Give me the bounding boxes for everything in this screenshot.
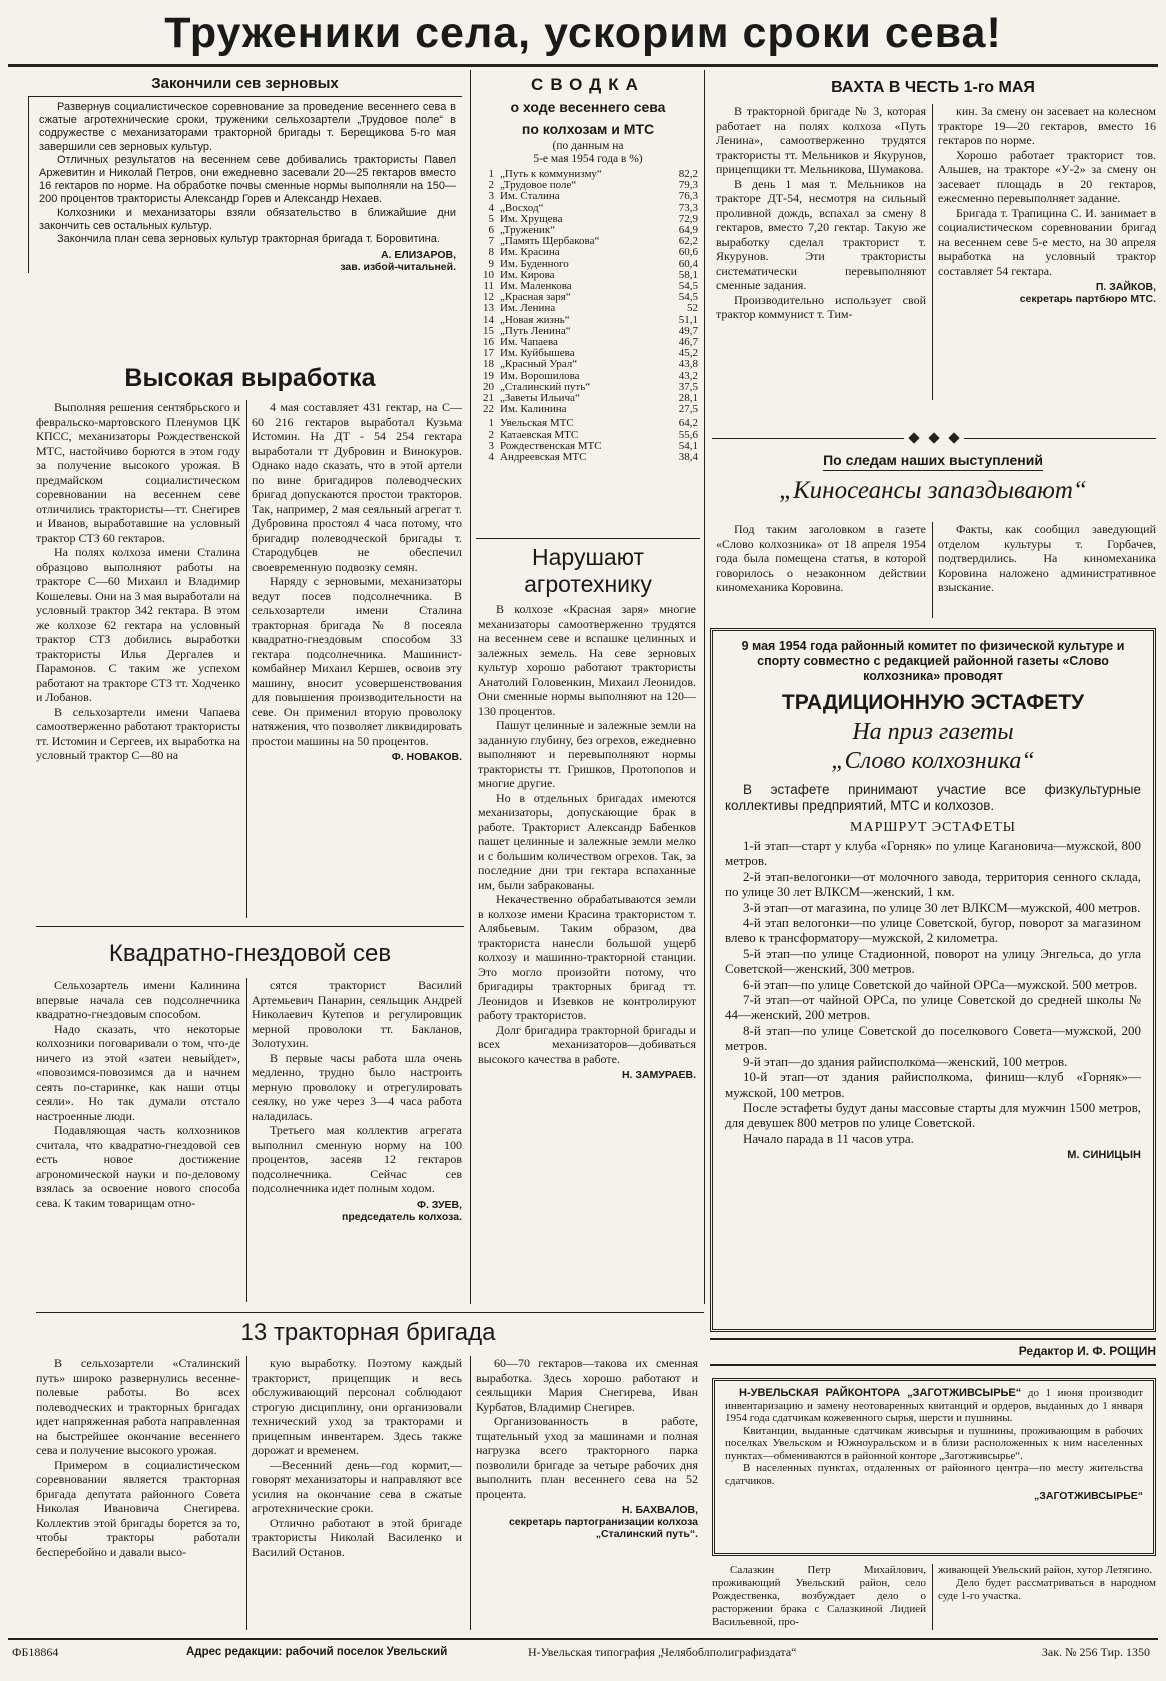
svodka-table	[478, 74, 698, 534]
estafeta-stage: 6-й этап—по улице Советской до чайной ОРСа—мужской. 500 метров.	[743, 976, 1138, 992]
paragraph: Некачественно обрабатываются земли в колхозе имени Красина трактористом т. Алябьевым. Таким образом, два тракториста нанесли большой ущерб колхозу и машинно-тракторной станции. Это могло произойти потому, что бригадиры тракторных бригад тт. Леонидов и Изевков не контролируют работу трактористов.	[478, 892, 696, 1022]
svodka-value: 54,5	[678, 291, 698, 304]
estafeta-stage: 10-й этап—от здания райисполкома, финиш—клуб «Горняк»—мужской, 100 метров.	[725, 1069, 1141, 1100]
signature-role: зав. избой-читальней.	[340, 261, 456, 274]
divorce-notice-col1	[712, 1564, 926, 1634]
svodka-row	[478, 169, 698, 180]
paragraph: сятся тракторист Василий Артемьевич Панарин, сеяльщик Андрей Николаевич Кутепов и регулировщик мерной проволоки тт. Бакланов, Золотухин.	[252, 978, 462, 1050]
paragraph: Развернув социалистическое соревнование за проведение весеннего сева в сжатые агротехнические сроки, труженики сельхозартели „Трудовое поле“ в содружестве с механизаторами тракторной бригады т. Берещикова 5-го мая завершили сев зерновых культур.	[39, 101, 456, 153]
svodka-row	[478, 393, 698, 404]
signature-role: председатель колхоза.	[342, 1210, 462, 1223]
footer-rule	[8, 1638, 1158, 1640]
svodka-value: 58,1	[678, 268, 698, 281]
article-kvadratno-title	[36, 938, 464, 972]
paragraph: Третьего мая коллектив агрегата выполнил сменную норму на 100 процентов, засеяв 12 гектаров подсолнечника. Сейчас сев подсолнечника идет полным ходом.	[252, 1123, 462, 1195]
svodka-value: 46,7	[678, 336, 698, 349]
svodka-row	[478, 292, 698, 303]
svodka-rank: 7	[488, 235, 494, 248]
svodka-value: 28,1	[678, 392, 698, 405]
svodka-name: Им. Буденного	[500, 258, 569, 270]
svodka-rank: 6	[488, 224, 494, 237]
estafeta-stages	[725, 838, 1141, 1146]
column-rule	[932, 522, 933, 618]
notice-text: Салазкин Петр Михайлович, проживающий Увельский район, село Рождественка, возбуждает дело о расторжении брака с Салазкиной Лидией Васильевной, про-	[712, 1564, 926, 1628]
svodka-row	[478, 452, 698, 463]
article-kinoseansy-col2	[938, 522, 1156, 622]
svodka-rank: 9	[488, 257, 494, 270]
article-title: Закончили сев зерновых	[151, 75, 339, 92]
estafeta-title: ТРАДИЦИОННУЮ ЭСТАФЕТУ	[781, 691, 1085, 714]
footer-code: ФБ18864	[12, 1645, 59, 1659]
svodka-rows	[478, 169, 698, 463]
paragraph: Наряду с зерновыми, механизаторы ведут посев подсолнечника. В сельхозартели имени Сталина тракторная бригада № 8 посеяла квадратно-гнездовым способом 33 гектара подсолнечника. Машинист-комбайнер Михаил Кершев, освоив эту машину, вносит усовершенствования для повышения производительности на севе. Он применил вторую проволоку натяжения, что позволяет ликвидировать простои машины на 50 процентов.	[252, 574, 462, 748]
svodka-row	[478, 203, 698, 214]
masthead-title: Труженики села, ускорим сроки сева!	[164, 9, 1002, 57]
paragraph: кую выработку. Поэтому каждый тракторист, прицепщик и весь обслуживающий персонал соблюдают строгую дисциплину, они организовали технический уход за тракторами и прицепным инвентарем. Здесь также дорожат и временем.	[252, 1356, 462, 1457]
svodka-name: Рождественская МТС	[500, 440, 602, 452]
svodka-value: 37,5	[678, 380, 698, 393]
svodka-rank: 2	[488, 428, 494, 441]
svodka-row	[478, 441, 698, 452]
paragraph: Пашут целинные и залежные земли на заданную глубину, без огрехов, ежедневно выполняют и перевыполняют нормы трактористы тт. Гришков, Протопопов и многие другие.	[478, 718, 696, 790]
footer	[8, 1642, 1158, 1664]
svodka-name: Им. Куйбышева	[500, 348, 575, 360]
estafeta-stage: 8-й этап—по улице Советской до поселкового Совета—мужской, 200 метров.	[725, 1022, 1141, 1054]
ad-lead: Н-УВЕЛЬСКАЯ РАЙКОНТОРА „ЗАГОТЖИВСЫРЬЕ“	[739, 1387, 1022, 1399]
svodka-value: 72,9	[678, 212, 698, 225]
signature: М. СИНИЦЫН	[1067, 1149, 1141, 1162]
svodka-row	[478, 326, 698, 337]
svodka-name: Им. Калинина	[500, 404, 567, 416]
svodka-rank: 10	[483, 268, 494, 281]
paragraph: На полях колхоза имени Сталина образцово выполняют работы на тракторе С—60 Михаил и Владимир Кошелевы. Они на 3 мая выработали на условный трактор 342 гектара. В этом же колхозе 62 гектара на условный трактор СТЗ добились выработки трактористы Илья Дергалев и Парамонов. С таким же успехом работают на тракторе СТЗ тт. Ходченко и Лобанов.	[36, 545, 240, 704]
svodka-row	[478, 191, 698, 202]
paragraph: В сельхозартели «Сталинский путь» широко развернулись весенне-полевые работы. Во всех полеводческих и тракторных бригадах идет напряженная работа направленная на быстрейшее окончание весеннего сева и получение высокого урожая.	[36, 1356, 240, 1457]
signature-name: Ф. ЗУЕВ,	[416, 1198, 462, 1211]
paragraph: Долг бригадира тракторной бригады и всех механизаторов—добиваться высокого качества в работе.	[478, 1022, 696, 1066]
paragraph: Под таким заголовком в газете «Слово колхозника» от 18 апреля 1954 года была помещена статья, в которой говорилось о незаконном действии киномеханика Коровина.	[716, 522, 926, 594]
paragraph: Примером в социалистическом соревновании является тракторная бригада депутата районного Совета Николая Ивановича Снегирева. Коллектив этой бригады борется за то, чтобы тракторы работали бесперебойно и давали высо-	[36, 1457, 240, 1559]
svodka-row	[478, 382, 698, 393]
svodka-value: 82,2	[678, 168, 698, 180]
column-rule	[246, 1356, 247, 1630]
estafeta-lead: В эстафете принимают участие все физкультурные коллективы предприятий, МТС и колхозов.	[725, 782, 1141, 813]
svodka-row	[478, 214, 698, 225]
svodka-value: 45,2	[678, 347, 698, 360]
article-title: Квадратно-гнездовой сев	[108, 940, 392, 967]
svodka-row	[478, 247, 698, 258]
svodka-rank: 13	[483, 302, 494, 315]
estafeta-stage: После эстафеты будут даны массовые старты для мужчин 1500 метров, для девушек 800 метров по улице Советской.	[725, 1099, 1141, 1131]
paragraph: 4 мая составляет 431 гектар, на С—60 216 гектаров выработал Кузьма Истомин. На ДТ - 54 254 гектара выработали тт Дубровин и Винокуров. Однако надо сказать, что в этой артели по вине бригадиров полеводческих бригад допускаются простои тракторов. Так, например, 2 мая сеяльный агрегат т. Дубровина простоял 4 часа потому, что бригадир полеводческой бригады т. Стародубцев не обеспечил своевременную подвозку семян.	[252, 400, 462, 574]
estafeta-stage: 5-й этап—по улице Стадионной, поворот на улицу Энгельса, до угла Советской—женский, 300 метров.	[725, 945, 1141, 977]
svodka-note: 5-е мая 1954 года в %)	[533, 153, 643, 165]
svodka-rank: 5	[488, 212, 494, 225]
paragraph: Отлично работают в этой бригаде трактористы Николай Василенко и Василий Останов.	[252, 1515, 462, 1559]
column-rule	[932, 104, 933, 400]
svodka-row	[478, 303, 698, 314]
paragraph: В сельхозартели имени Чапаева самоотверженно работают трактористы тт. Истомин и Сергеев, их выработка на условный трактор С—80 на	[36, 704, 240, 762]
svodka-row	[478, 270, 698, 281]
svodka-name: Им. Кирова	[500, 269, 555, 281]
svodka-name: „Трудовое поле“	[500, 180, 577, 192]
paragraph: В первые часы работа шла очень медленно, трудно было настроить мерную проволоку и отрегулировать сеялку, но уже через 3—4 часа работа наладилась.	[252, 1050, 462, 1123]
svodka-rank: 16	[483, 336, 494, 349]
article-title: Нарушают агротехнику	[524, 544, 652, 597]
svodka-rank: 18	[483, 358, 494, 371]
article-vahta-title	[710, 76, 1156, 102]
article-kvadratno-col1	[36, 978, 240, 1304]
footer-address: Адрес редакции: рабочий поселок Увельский	[186, 1646, 448, 1658]
svodka-rank: 1	[488, 417, 494, 430]
masthead-rule	[8, 64, 1158, 67]
svodka-value: 64,9	[678, 224, 698, 237]
svodka-rank: 3	[488, 439, 494, 452]
svodka-name: Увельская МТС	[500, 418, 574, 430]
svodka-row	[478, 180, 698, 191]
svodka-value: 49,7	[678, 324, 698, 337]
svodka-rank: 21	[483, 392, 494, 405]
signature-name: П. ЗАЙКОВ,	[1095, 281, 1156, 293]
svodka-rank: 20	[483, 380, 494, 393]
paragraph: В день 1 мая т. Мельников на тракторе ДТ-54, несмотря на сильный проливной дождь, вспахал за смену 8 гектаров, вместо 7,20 гектар. Такую же выработку сделал тракторист т. Якурунов. Эти трактористы систематически перевыполняют сменные задания.	[716, 176, 926, 292]
column-rule	[704, 70, 705, 1304]
ad-text: Квитанции, выданные сдатчикам живсырья и пушнины, проживающим в рабочих поселках Увельском и Южноуральском и в близи расположенных к ним населенных пунктах—обмениваются в районной конторе „Заготживсырье“.	[725, 1424, 1143, 1462]
svodka-name: „Путь Ленина“	[500, 325, 571, 337]
svodka-subtitle: о ходе весеннего сева	[510, 99, 666, 115]
ad-signature: „ЗАГОТЖИВСЫРЬЕ“	[1034, 1490, 1143, 1502]
paragraph: Отличных результатов на весеннем севе добивались трактористы Павел Аржевитин и Николай Петров, они ежедневно засевали 20—25 гектаров вместо 16 гектаров по норме. На обработке почвы сменные нормы выполняли на 150—200 процентов трактористы Александр Горев и Александр Нехаев.	[39, 153, 456, 206]
svodka-rank: 3	[488, 190, 494, 203]
paragraph: В тракторной бригаде № 3, которая работает на полях колхоза «Путь Ленина», самоотверженно трудятся трактористы тт. Мельников и Якурунов, прицепщики тт. Мельникова, Шумакова.	[716, 104, 926, 176]
estafeta-subtitle: На приз газеты	[852, 719, 1014, 745]
svodka-title: СВОДКА	[531, 75, 645, 94]
svodka-note: (по данным на	[552, 140, 624, 152]
article-title: 13 тракторная бригада	[240, 1319, 496, 1346]
svodka-name: „Сталинский путь“	[500, 381, 591, 393]
estafeta-intro: 9 мая 1954 года районный комитет по физической культуре и спорту совместно с редакцией районной газеты «Слово колхозника» проводят	[741, 639, 1125, 683]
svodka-row	[478, 337, 698, 348]
article-sev-zernovyh	[28, 74, 462, 352]
paragraph: Надо сказать, что некоторые колхозники поговаривали о том, что-де ничего из этой «затеи невыйдет», «повозимся-повозимся да и начнем сеять по-старинке, как наши отцы сеяли». Но так думали отстало настроенные люди.	[36, 1021, 240, 1123]
svodka-row	[478, 430, 698, 441]
article-13-brigada-title	[36, 1316, 700, 1352]
article-kicker: По следам наших выступлений	[823, 450, 1043, 471]
svodka-name: Им. Ворошилова	[500, 370, 580, 382]
estafeta-stage: Начало парада в 11 часов утра.	[743, 1130, 914, 1146]
paragraph: Подавляющая часть колхозников считала, что квадратно-гнездовой сев есть новое достижение агрономической науки и по-деловому взялась за освоение нового способа сева. К таким товарищам отно-	[36, 1123, 240, 1210]
svodka-row	[478, 236, 698, 247]
svodka-name: „Восход“	[500, 202, 544, 214]
paragraph: Сельхозартель имени Калинина впервые начала сев подсолнечника квадратно-гнездовым способом.	[36, 978, 240, 1021]
signature-role: секретарь партбюро МТС.	[1019, 293, 1156, 305]
svodka-rank: 17	[483, 347, 494, 360]
svodka-rank: 2	[488, 179, 494, 192]
svodka-row	[478, 225, 698, 236]
svodka-rank: 14	[483, 313, 494, 326]
signature-name: А. ЕЛИЗАРОВ,	[380, 249, 456, 262]
column-rule	[470, 1356, 471, 1630]
svodka-rank: 4	[488, 451, 494, 464]
signature-role: секретарь партогранизации колхоза „Сталинский путь“.	[508, 1516, 698, 1540]
footer-printer: Н-Увельская типография „Челябоблполиграфиздата“	[528, 1645, 797, 1659]
svodka-value: 54,1	[678, 439, 698, 452]
article-kinoseansy-col1	[716, 522, 926, 622]
svodka-name: „Память Щербакова“	[500, 236, 600, 248]
svodka-name: Им. Хрущева	[500, 213, 563, 225]
estafeta-stage: 1-й этап—старт у клуба «Горняк» по улице Кагановича—мужской, 800 метров.	[725, 838, 1141, 869]
svodka-rank: 8	[488, 246, 494, 259]
estafeta-route-title: МАРШРУТ ЭСТАФЕТЫ	[850, 820, 1016, 835]
svodka-rank: 19	[483, 369, 494, 382]
estafeta-stage: 4-й этап велогонки—по улице Советской, бугор, поворот за магазином влево к трансформатору—мужской, 2 километра.	[725, 915, 1141, 946]
svodka-rank: 12	[483, 291, 494, 304]
paragraph: Колхозники и механизаторы взяли обязательство в ближайшие дни закончить сев остальных культур.	[39, 206, 456, 232]
ad-zagotzhivsyrye	[712, 1378, 1156, 1556]
svodka-value: 43,8	[678, 358, 698, 371]
svodka-value: 27,5	[678, 403, 698, 416]
svodka-value: 52	[687, 302, 698, 315]
article-kvadratno-col2	[252, 978, 462, 1308]
column-rule	[470, 70, 471, 1304]
article-vysokaya-vyrabotka-col2	[252, 400, 462, 920]
paragraph: Выполняя решения сентябрьского и февральско-мартовского Пленумов ЦК КПСС, механизаторы Рождественской МТС, настойчиво борются в этом году за получение высокого урожая. В предмайском социалистическом соревновании на весеннем севе отличились трактористы—тт. Снегирев и Иванов, выработавшие на условный трактор СТЗ 60 гектаров.	[36, 400, 240, 545]
estafeta-stage: 9-й этап—до здания райисполкома—женский, 100 метров.	[743, 1053, 1068, 1069]
svodka-name: „Труженик“	[500, 225, 556, 237]
svodka-rank: 22	[483, 403, 494, 416]
paragraph: —Весенний день—год кормит,—говорят механизаторы и направляют все усилия на окончание сева в сжатые агротехнические сроки.	[252, 1457, 462, 1515]
signature: Ф. НОВАКОВ.	[391, 751, 462, 763]
paragraph: Закончила план сева зерновых культур тракторная бригада т. Боровитина.	[57, 233, 440, 246]
masthead	[0, 6, 1166, 62]
estafeta-stage: 2-й этап-велогонки—от молочного завода, территория сенного склада, по улице 30 лет ВЛКСМ—женский, 1 км.	[725, 868, 1141, 900]
editor-rule	[710, 1338, 1156, 1340]
ornament-divider	[712, 432, 1156, 444]
svodka-subtitle: по колхозам и МТС	[521, 121, 655, 137]
svodka-value: 79,3	[678, 179, 698, 192]
svodka-name: Им. Ленина	[500, 303, 556, 315]
column-rule	[932, 1564, 933, 1630]
notice-text: Дело будет рассматриваться в народном суде 1-го участка.	[938, 1577, 1156, 1602]
svodka-name: „Путь к коммунизму“	[500, 169, 602, 180]
estafeta-subtitle: „Слово колхозника“	[831, 748, 1035, 774]
svodka-value: 55,6	[678, 428, 698, 441]
article-13-brigada-col2	[252, 1356, 462, 1634]
svodka-value: 73,3	[678, 201, 698, 214]
svodka-value: 76,3	[678, 190, 698, 203]
svodka-row	[478, 404, 698, 415]
estafeta-stage: 3-й этап—от магазина, по улице 30 лет ВЛКСМ—мужской, 400 метров.	[743, 899, 1141, 915]
section-rule	[36, 1312, 704, 1313]
svodka-row	[478, 259, 698, 270]
article-vysokaya-vyrabotka-title	[40, 360, 460, 396]
section-rule	[36, 926, 464, 927]
svodka-rank: 1	[488, 168, 494, 180]
paragraph: Хорошо работает тракторист тов. Альшев, на тракторе «У-2» за смену он засевает площадь в 20 гектаров, ежесменно перевыполняет задание.	[938, 147, 1156, 205]
article-title: „Киносеансы запаздывают“	[779, 477, 1087, 504]
paragraph: Производительно использует свой трактор коммунист т. Тим-	[716, 292, 926, 321]
svodka-name: „Красная заря“	[500, 292, 571, 304]
svodka-rank: 11	[483, 280, 494, 293]
article-kinoseansy-head	[710, 450, 1156, 520]
article-vahta-col1	[716, 104, 926, 404]
article-narushayut-title	[476, 544, 700, 600]
svodka-rank: 15	[483, 324, 494, 337]
svodka-name: Андреевская МТС	[500, 452, 587, 464]
svodka-name: Им. Красина	[500, 247, 560, 259]
article-vysokaya-vyrabotka-col1	[36, 400, 240, 920]
svodka-value: 38,4	[678, 451, 698, 464]
svodka-rank: 4	[488, 201, 494, 214]
footer-order: Зак. № 256 Тир. 1350	[1041, 1645, 1150, 1659]
svodka-value: 43,2	[678, 369, 698, 382]
column-rule	[246, 978, 247, 1302]
svodka-name: Им. Чапаева	[500, 337, 558, 349]
editor-rule	[710, 1364, 1156, 1366]
paragraph: Факты, как сообщил заведующий отделом культуры т. Горбачев, подтвердились. На киномеханика Коровина наложено административное взыскание.	[938, 522, 1156, 594]
svodka-value: 62,2	[678, 235, 698, 248]
svodka-row	[478, 371, 698, 382]
ad-text: до 1 июня производит инвентаризацию и замену неотоваренных квитанций и ордеров, выданных до 1 января 1954 года сдатчикам кожевенного сырья, шерсти и пушнины.	[725, 1387, 1144, 1424]
column-rule	[246, 400, 247, 918]
article-title: ВАХТА В ЧЕСТЬ 1-го МАЯ	[831, 79, 1035, 96]
divorce-notice-col2	[938, 1564, 1156, 1634]
paragraph: 60—70 гектаров—такова их сменная выработка. Здесь хорошо работают и сеяльщики Мария Снегирева, Иван Курбатов, Владимир Снегирев.	[476, 1356, 698, 1414]
notice-text: живающей Увельский район, хутор Летягино.	[938, 1564, 1153, 1576]
svodka-row	[478, 281, 698, 292]
svodka-row	[478, 315, 698, 326]
article-13-brigada-col1	[36, 1356, 240, 1634]
paragraph: В колхозе «Красная заря» многие механизаторы самоотверженно трудятся на весеннем севе и вспашке целинных и залежных земель. На севе зерновых культур хорошо работают трактористы Анатолий Головенкин, Михаил Леонидов. Они сменные нормы выполняют на 120—130 процентов.	[478, 602, 696, 718]
article-narushayut-body	[478, 602, 696, 1302]
article-title: Высокая выработка	[124, 364, 376, 392]
svodka-value: 54,5	[678, 280, 698, 293]
svodka-value: 60,4	[678, 257, 698, 270]
svodka-name: „Красный Урал“	[500, 359, 578, 371]
signature-name: Н. БАХВАЛОВ,	[622, 1504, 698, 1516]
editor-line: Редактор И. Ф. РОЩИН	[1018, 1344, 1156, 1358]
paragraph: Бригада т. Трапицина С. И. занимает в социалистическом соревновании бригад на весеннем севе 5-е место, на 30 апреля выработка на условный трактор составляет 54 гектара.	[938, 205, 1156, 278]
ad-text: В населенных пунктах, отдаленных от районного центра—по месту жительства сдатчиков.	[725, 1462, 1143, 1487]
svodka-value: 60,6	[678, 246, 698, 259]
svodka-row	[478, 348, 698, 359]
svodka-name: Им. Маленкова	[500, 281, 572, 293]
estafeta-stage: 7-й этап—от чайной ОРСа, по улице Советской до средней школы № 44—женский, 200 метров.	[725, 992, 1141, 1023]
estafeta-announcement	[710, 628, 1156, 1332]
svodka-name: „Новая жизнь“	[500, 314, 570, 326]
svodka-name: Катаевская МТС	[500, 429, 579, 441]
article-13-brigada-col3	[476, 1356, 698, 1634]
article-vahta-col2	[938, 104, 1156, 424]
signature: Н. ЗАМУРАЕВ.	[621, 1069, 696, 1081]
paragraph: кин. За смену он засевает на колесном тракторе 19—20 гектаров, вместо 16 гектаров по норме.	[938, 104, 1156, 147]
paragraph: Организованность в работе, тщательный уход за машинами и полная нагрузка всего тракторного парка позволили бригаде за четыре рабочих дня выполнить план весеннего сева на 52 процента.	[476, 1414, 698, 1501]
section-rule	[476, 538, 700, 539]
paragraph: Но в отдельных бригадах имеются механизаторы, допускающие брак в работе. Тракторист Александр Бабенков пашет целинные и залежные земли мелко и с большим количеством огрехов. Так, за последние дни три гектара вспаханные им, были забракованы.	[478, 790, 696, 892]
svodka-value: 64,2	[678, 417, 698, 430]
svodka-row	[478, 418, 698, 429]
svodka-name: Им. Сталина	[500, 191, 560, 203]
svodka-name: „Заветы Ильича“	[500, 393, 580, 405]
svodka-value: 51,1	[678, 313, 698, 326]
svodka-row	[478, 359, 698, 370]
